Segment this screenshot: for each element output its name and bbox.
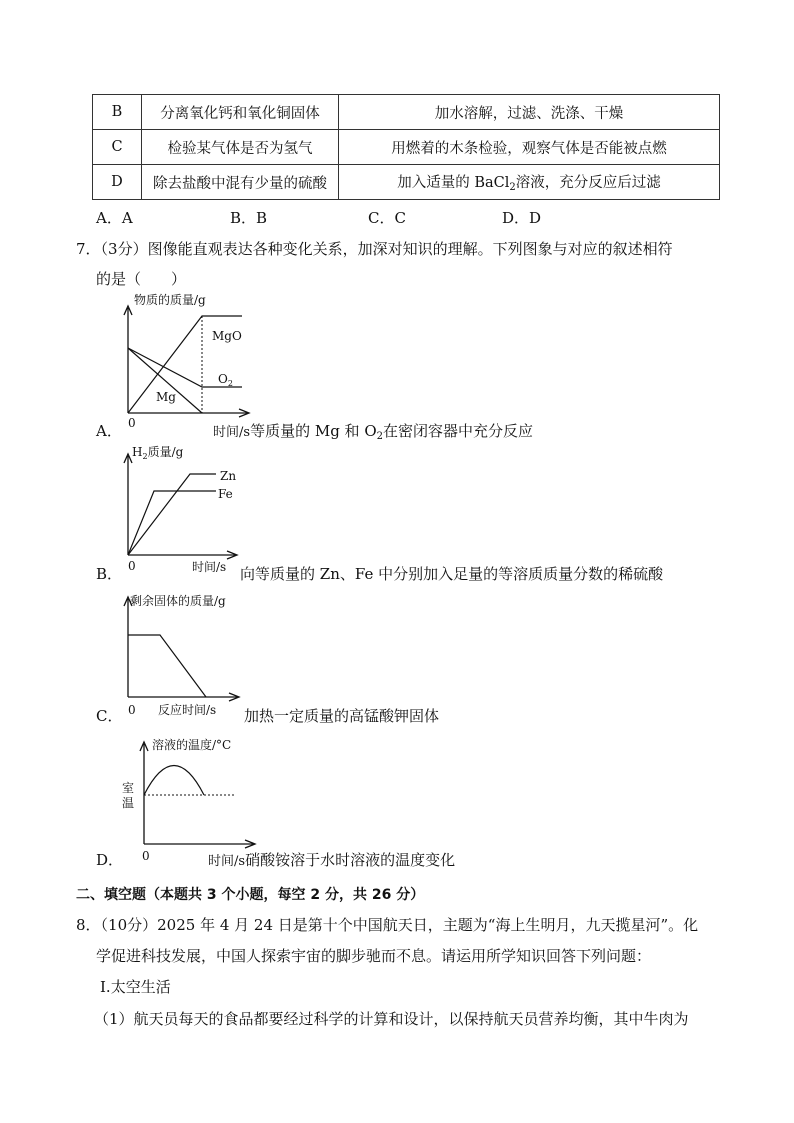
graph-b-origin: 0 xyxy=(128,559,136,573)
table-row xyxy=(93,95,720,130)
option-b-desc: 向等质量的 Zn、Fe 中分别加入足量的等溶质质量分数的稀硫酸 xyxy=(240,565,664,583)
label-mg: Mg xyxy=(156,390,176,404)
label-zn: Zn xyxy=(220,469,237,483)
desc-a-sub: 2 xyxy=(376,431,384,442)
graph-b-xlabel: 时间/s xyxy=(192,560,227,574)
method-pre: 加入适量的 BaCl xyxy=(397,175,510,191)
options-table xyxy=(92,94,720,200)
choice-b: B．B xyxy=(230,209,268,227)
desc-d: 硝酸铵溶于水时溶液的温度变化 xyxy=(245,851,456,869)
graph-a-origin: 0 xyxy=(128,416,136,430)
desc-a-pre: 等质量的 Mg 和 O xyxy=(250,422,377,440)
graph-d xyxy=(96,732,272,864)
option-d-letter: D． xyxy=(96,851,124,869)
row-item: 除去盐酸中混有少量的硫酸 xyxy=(142,165,339,200)
curve-zn xyxy=(128,474,216,555)
label-fe: Fe xyxy=(218,487,233,501)
choice-d: D．D xyxy=(502,209,542,227)
table-row xyxy=(93,130,720,165)
q8-line1: 8．（10分）2025 年 4 月 24 日是第十个中国航天日，主题为“海上生明月，九天揽星河”。化 xyxy=(76,916,699,934)
option-b-letter: B． xyxy=(96,565,123,583)
method-sub: 2 xyxy=(509,182,516,193)
row-item: 分离氧化钙和氧化铜固体 xyxy=(142,95,339,130)
q8-line2: 学促进科技发展，中国人探索宇宙的脚步驰而不息。请运用所学知识回答下列问题： xyxy=(96,947,652,965)
row-method: 加水溶解，过滤、洗涤、干燥 xyxy=(339,95,720,130)
graph-d-xlabel: 时间/s xyxy=(208,854,246,869)
method-post: 溶液，充分反应后过滤 xyxy=(515,175,661,191)
table-row xyxy=(93,165,720,200)
q8-part: Ⅰ.太空生活 xyxy=(100,978,171,996)
graph-c-ylabel: 剩余固体的质量/g xyxy=(130,594,226,608)
row-key: C xyxy=(93,130,142,165)
row-key: D xyxy=(93,165,142,200)
row-key: B xyxy=(93,95,142,130)
option-d-desc xyxy=(208,849,455,870)
label-o2: $O_2$ xyxy=(218,372,233,388)
graph-c-origin: 0 xyxy=(128,703,136,717)
row-item: 检验某气体是否为氢气 xyxy=(142,130,339,165)
choice-c: C．C xyxy=(368,209,406,227)
graph-d-origin: 0 xyxy=(142,849,150,863)
graph-d-ylabel: 溶液的温度/°C xyxy=(152,738,232,752)
row-method: 用燃着的木条检验，观察气体是否能被点燃 xyxy=(339,130,720,165)
choice-a: A．A xyxy=(96,209,133,227)
graph-a-xlabel: 时间/s xyxy=(213,425,251,440)
curve-residual-solid xyxy=(128,635,206,697)
option-a-letter: A． xyxy=(96,422,122,440)
option-a-desc xyxy=(213,420,533,442)
option-c-letter: C． xyxy=(96,707,123,725)
q7-stem-line2: 的是（ ） xyxy=(96,270,187,288)
graph-b-ylabel: $H_2$质量/g xyxy=(132,445,184,461)
desc-a-post: 在密闭容器中充分反应 xyxy=(383,422,534,440)
row-method xyxy=(339,165,720,200)
graph-a-ylabel: 物质的质量/g xyxy=(134,293,206,307)
graph-c xyxy=(96,583,256,723)
q7-stem-line1: 7．（3分）图像能直观表达各种变化关系，加深对知识的理解。下列图象与对应的叙述相符 xyxy=(76,240,673,258)
curve-fe xyxy=(128,491,216,555)
label-room-2: 温 xyxy=(122,796,135,810)
option-c-desc: 加热一定质量的高锰酸钾固体 xyxy=(244,707,440,725)
label-mgo: MgO xyxy=(212,329,242,343)
graph-c-xlabel: 反应时间/s xyxy=(158,703,217,717)
graph-a xyxy=(96,290,266,438)
graph-b xyxy=(96,438,256,580)
section-heading: 二、填空题（本题共 3 个小题，每空 2 分，共 26 分） xyxy=(76,887,425,903)
label-room-1: 室 xyxy=(122,781,135,795)
curve-temperature xyxy=(144,766,204,796)
q8-sub1: （1）航天员每天的食品都要经过科学的计算和设计，以保持航天员营养均衡，其中牛肉为 xyxy=(94,1010,689,1028)
